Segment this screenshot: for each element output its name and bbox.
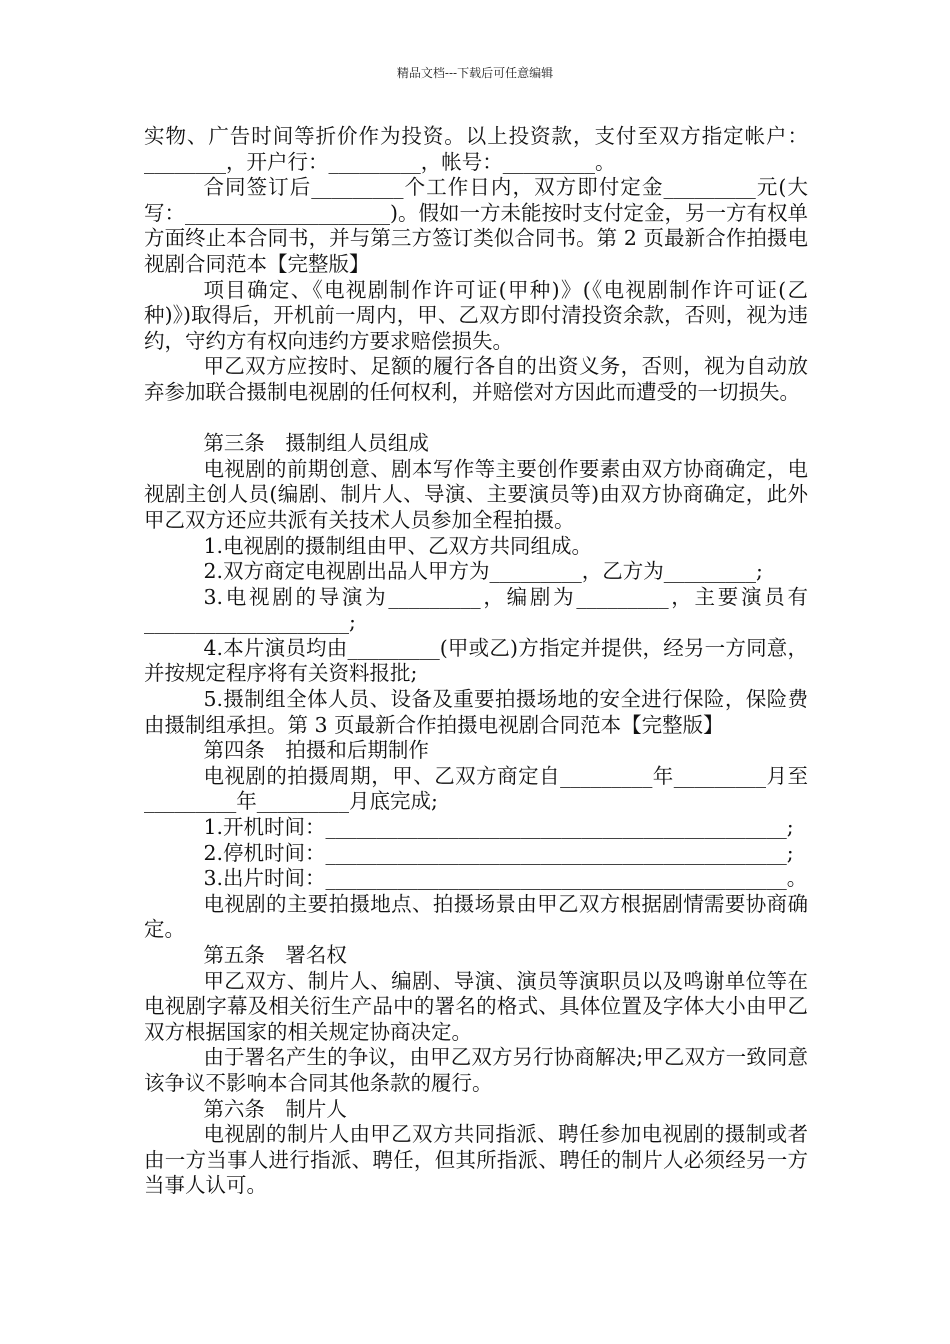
paragraph: 甲乙双方、制片人、编剧、导演、演员等演职员以及鸣谢单位等在电视剧字幕及相关衍生产品中的署名的格式、具体位置及字体大小由甲乙双方根据国家的相关规定协商决定。 (144, 968, 808, 1044)
paragraph: 2.停机时间：_____________________________________________; (203, 840, 794, 865)
paragraph: 实物、广告时间等折价作为投资。以上投资款，支付至双方指定帐户：________，开户行：_________，帐号：_________。 (144, 124, 808, 174)
paragraph: 第六条 制片人 (203, 1096, 347, 1121)
paragraph: 1.开机时间：_____________________________________________; (203, 815, 794, 840)
paragraph: 电视剧的拍摄周期，甲、乙双方商定自_________年_________月至_________年_________月底完成; (144, 763, 808, 814)
paragraph: 2.双方商定电视剧出品人甲方为_________，乙方为_________; (203, 559, 763, 584)
paragraph: 电视剧的前期创意、剧本写作等主要创作要素由双方协商确定，电视剧主创人员(编剧、制片人、导演、主要演员等)由双方协商确定，此外甲乙双方还应共派有关技术人员参加全程拍摄。 (144, 456, 808, 532)
paragraph: 甲乙双方应按时、足额的履行各自的出资义务，否则，视为自动放弃参加联合摄制电视剧的任何权利，并赔偿对方因此而遭受的一切损失。 (144, 354, 808, 404)
paragraph: 第五条 署名权 (203, 943, 347, 967)
blank-line (144, 406, 808, 432)
paragraph: 由于署名产生的争议，由甲乙双方另行协商解决;甲乙双方一致同意该争议不影响本合同其他条款的履行。 (144, 1045, 808, 1095)
paragraph: 1.电视剧的摄制组由甲、乙双方共同组成。 (203, 533, 592, 558)
paragraph: 项目确定、《电视剧制作许可证(甲种)》(《电视剧制作许可证(乙种)》)取得后，开机前一周内，甲、乙双方即付清投资余款，否则，视为违约，守约方有权向违约方要求赔偿损失。 (144, 277, 808, 353)
paragraph: 第四条 拍摄和后期制作 (203, 738, 429, 763)
paragraph: 3.出片时间：_____________________________________________。 (203, 866, 808, 891)
paragraph: 电视剧的制片人由甲乙双方共同指派、聘任参加电视剧的摄制或者由一方当事人进行指派、聘任，但其所指派、聘任的制片人必须经另一方当事人认可。 (144, 1122, 808, 1198)
paragraph: 合同签订后_________个工作日内，双方即付定金_________元(大写：____________________)。假如一方未能按时支付定金，另一方有权单方面终止本合同书，并与第三方签订类似合同书。第 2 页最新合作拍摄电视剧合同范本【完整版】 (144, 175, 808, 276)
paragraph: 3.电视剧的导演为_________，编剧为_________，主要演员有____________________; (144, 584, 808, 635)
paragraph: 第三条 摄制组人员组成 (203, 431, 429, 456)
paragraph: 5.摄制组全体人员、设备及重要拍摄场地的安全进行保险，保险费由摄制组承担。第 3 页最新合作拍摄电视剧合同范本【完整版】 (144, 687, 808, 737)
paragraph: 4.本片演员均由_________(甲或乙)方指定并提供，经另一方同意，并按规定程序将有关资料报批; (144, 635, 808, 686)
document-body (144, 124, 808, 1199)
page-header: 精品文档---下载后可任意编辑 (396, 66, 554, 80)
paragraph: 电视剧的主要拍摄地点、拍摄场景由甲乙双方根据剧情需要协商确定。 (144, 891, 808, 942)
